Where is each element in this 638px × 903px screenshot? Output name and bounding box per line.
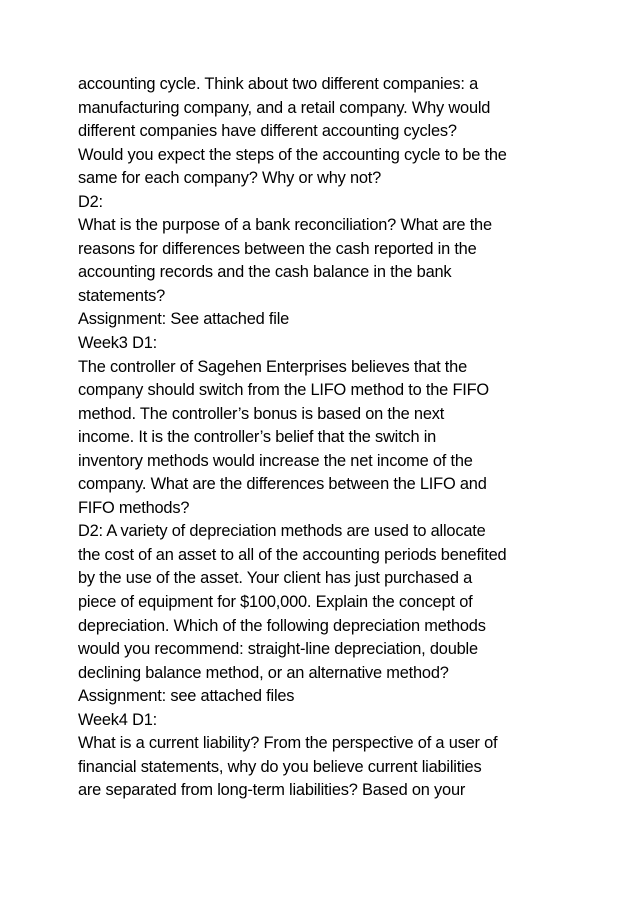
text-line: same for each company? Why or why not?: [78, 169, 382, 188]
text-line: FIFO methods?: [78, 498, 190, 517]
text-line: depreciation. Which of the following depreciation methods: [78, 616, 486, 635]
text-line: What is a current liability? From the perspective of a user of: [78, 734, 498, 753]
text-line: financial statements, why do you believe current liabilities: [78, 757, 482, 776]
text-line: What is the purpose of a bank reconciliation? What are the: [78, 216, 492, 235]
text-line: The controller of Sagehen Enterprises believes that the: [78, 357, 467, 376]
text-line: Week4 D1:: [78, 710, 157, 729]
text-line: D2: A variety of depreciation methods are used to allocate: [78, 522, 486, 541]
text-line: declining balance method, or an alternative method?: [78, 663, 449, 682]
text-line: different companies have different accounting cycles?: [78, 122, 457, 141]
text-line: piece of equipment for $100,000. Explain the concept of: [78, 593, 473, 612]
text-line: company. What are the differences between the LIFO and: [78, 475, 487, 494]
text-line: Week3 D1:: [78, 334, 157, 353]
text-line: Assignment: See attached file: [78, 310, 290, 329]
text-line: income. It is the controller’s belief that the switch in: [78, 428, 437, 447]
text-line: company should switch from the LIFO method to the FIFO: [78, 381, 489, 400]
text-line: by the use of the asset. Your client has just purchased a: [78, 569, 473, 588]
text-line: statements?: [78, 286, 166, 305]
text-line: manufacturing company, and a retail company. Why would: [78, 98, 491, 117]
text-line: reasons for differences between the cash reported in the: [78, 239, 477, 258]
text-line: accounting records and the cash balance in the bank: [78, 263, 452, 282]
document-text: [78, 73, 618, 803]
text-line: the cost of an asset to all of the accounting periods benefited: [78, 545, 507, 564]
text-line: method. The controller’s bonus is based on the next: [78, 404, 445, 423]
text-line: would you recommend: straight-line depreciation, double: [78, 640, 478, 659]
text-line: accounting cycle. Think about two different companies: a: [78, 75, 479, 93]
text-line: Would you expect the steps of the accounting cycle to be the: [78, 145, 507, 164]
text-line: Assignment: see attached files: [78, 687, 295, 706]
text-line: inventory methods would increase the net income of the: [78, 451, 473, 470]
text-line: D2:: [78, 192, 103, 211]
text-line: are separated from long-term liabilities? Based on your: [78, 781, 466, 800]
